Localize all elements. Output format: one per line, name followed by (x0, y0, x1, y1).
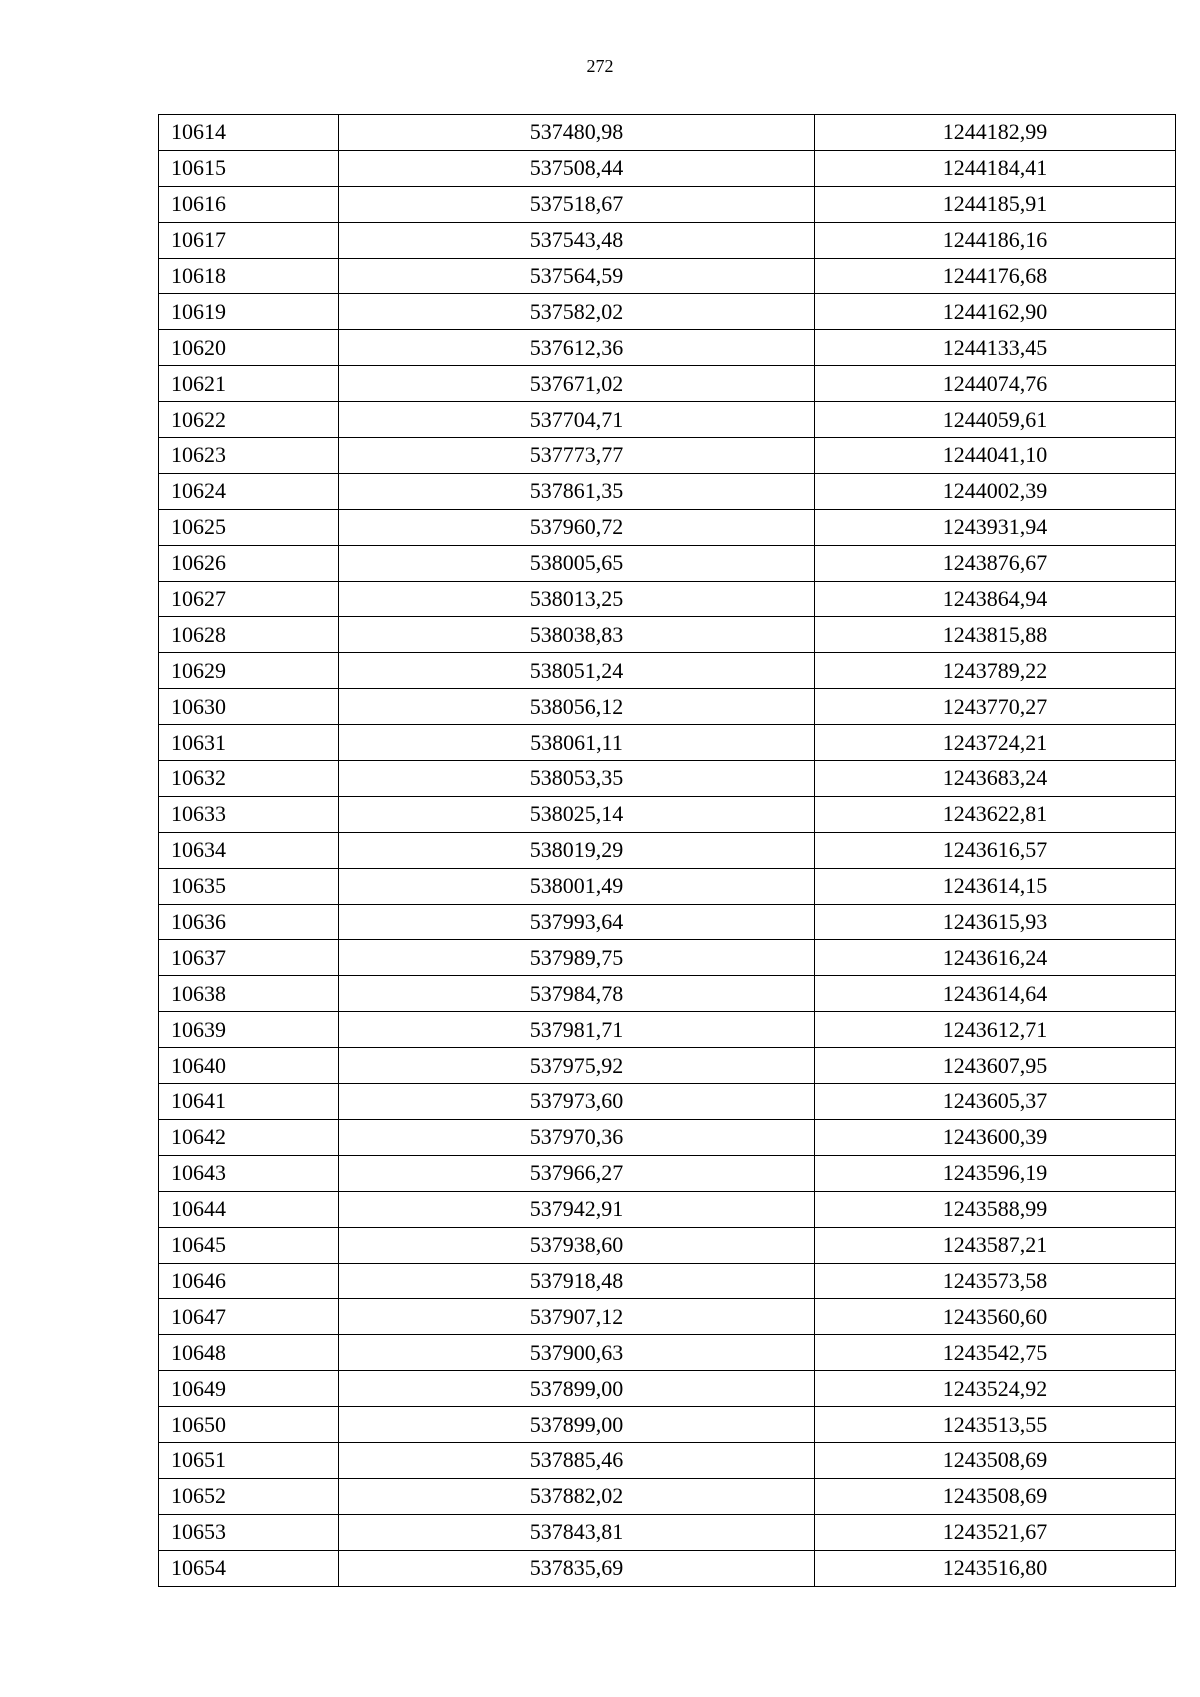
table-row (159, 1514, 1176, 1550)
table-row (159, 1191, 1176, 1227)
y-coordinate-cell: 1243612,71 (815, 1012, 1176, 1048)
coordinates-table-body (159, 115, 1176, 1587)
x-coordinate-cell: 537704,71 (339, 402, 815, 438)
x-coordinate-cell: 537899,00 (339, 1407, 815, 1443)
point-number-cell: 10636 (159, 904, 339, 940)
table-row (159, 330, 1176, 366)
table-row (159, 222, 1176, 258)
point-number-cell: 10615 (159, 150, 339, 186)
point-number-cell: 10643 (159, 1155, 339, 1191)
y-coordinate-cell: 1243616,57 (815, 832, 1176, 868)
x-coordinate-cell: 537973,60 (339, 1084, 815, 1120)
y-coordinate-cell: 1244002,39 (815, 473, 1176, 509)
point-number-cell: 10631 (159, 725, 339, 761)
point-number-cell: 10619 (159, 294, 339, 330)
table-row (159, 366, 1176, 402)
y-coordinate-cell: 1243513,55 (815, 1407, 1176, 1443)
point-number-cell: 10650 (159, 1407, 339, 1443)
x-coordinate-cell: 537975,92 (339, 1048, 815, 1084)
x-coordinate-cell: 537970,36 (339, 1119, 815, 1155)
x-coordinate-cell: 537612,36 (339, 330, 815, 366)
x-coordinate-cell: 537981,71 (339, 1012, 815, 1048)
table-row (159, 832, 1176, 868)
y-coordinate-cell: 1243864,94 (815, 581, 1176, 617)
point-number-cell: 10621 (159, 366, 339, 402)
y-coordinate-cell: 1244162,90 (815, 294, 1176, 330)
table-row (159, 1227, 1176, 1263)
point-number-cell: 10614 (159, 115, 339, 151)
x-coordinate-cell: 538019,29 (339, 832, 815, 868)
table-row (159, 1299, 1176, 1335)
point-number-cell: 10620 (159, 330, 339, 366)
y-coordinate-cell: 1243573,58 (815, 1263, 1176, 1299)
point-number-cell: 10627 (159, 581, 339, 617)
y-coordinate-cell: 1243614,64 (815, 976, 1176, 1012)
table-row (159, 1371, 1176, 1407)
point-number-cell: 10649 (159, 1371, 339, 1407)
y-coordinate-cell: 1243560,60 (815, 1299, 1176, 1335)
y-coordinate-cell: 1243516,80 (815, 1550, 1176, 1586)
table-row (159, 402, 1176, 438)
point-number-cell: 10642 (159, 1119, 339, 1155)
y-coordinate-cell: 1244133,45 (815, 330, 1176, 366)
y-coordinate-cell: 1243622,81 (815, 796, 1176, 832)
y-coordinate-cell: 1243616,24 (815, 940, 1176, 976)
x-coordinate-cell: 537942,91 (339, 1191, 815, 1227)
y-coordinate-cell: 1243614,15 (815, 868, 1176, 904)
point-number-cell: 10634 (159, 832, 339, 868)
point-number-cell: 10644 (159, 1191, 339, 1227)
point-number-cell: 10635 (159, 868, 339, 904)
x-coordinate-cell: 538005,65 (339, 545, 815, 581)
y-coordinate-cell: 1243508,69 (815, 1442, 1176, 1478)
table-row (159, 473, 1176, 509)
table-row (159, 1263, 1176, 1299)
page-number: 272 (586, 56, 614, 76)
point-number-cell: 10623 (159, 438, 339, 474)
point-number-cell: 10653 (159, 1514, 339, 1550)
table-row (159, 545, 1176, 581)
y-coordinate-cell: 1243931,94 (815, 509, 1176, 545)
x-coordinate-cell: 537843,81 (339, 1514, 815, 1550)
y-coordinate-cell: 1243521,67 (815, 1514, 1176, 1550)
point-number-cell: 10624 (159, 473, 339, 509)
point-number-cell: 10654 (159, 1550, 339, 1586)
x-coordinate-cell: 537773,77 (339, 438, 815, 474)
table-row (159, 1335, 1176, 1371)
y-coordinate-cell: 1243600,39 (815, 1119, 1176, 1155)
table-row (159, 761, 1176, 797)
table-row (159, 1155, 1176, 1191)
y-coordinate-cell: 1243607,95 (815, 1048, 1176, 1084)
y-coordinate-cell: 1244185,91 (815, 186, 1176, 222)
point-number-cell: 10625 (159, 509, 339, 545)
x-coordinate-cell: 537480,98 (339, 115, 815, 151)
table-row (159, 258, 1176, 294)
point-number-cell: 10632 (159, 761, 339, 797)
y-coordinate-cell: 1244186,16 (815, 222, 1176, 258)
table-row (159, 976, 1176, 1012)
point-number-cell: 10646 (159, 1263, 339, 1299)
y-coordinate-cell: 1243789,22 (815, 653, 1176, 689)
point-number-cell: 10618 (159, 258, 339, 294)
table-row (159, 1407, 1176, 1443)
point-number-cell: 10645 (159, 1227, 339, 1263)
table-row (159, 868, 1176, 904)
x-coordinate-cell: 537966,27 (339, 1155, 815, 1191)
table-row (159, 796, 1176, 832)
table-row (159, 904, 1176, 940)
table-row (159, 1084, 1176, 1120)
point-number-cell: 10652 (159, 1478, 339, 1514)
x-coordinate-cell: 537835,69 (339, 1550, 815, 1586)
table-row (159, 438, 1176, 474)
x-coordinate-cell: 537907,12 (339, 1299, 815, 1335)
x-coordinate-cell: 537543,48 (339, 222, 815, 258)
y-coordinate-cell: 1244184,41 (815, 150, 1176, 186)
table-row (159, 617, 1176, 653)
table-row (159, 509, 1176, 545)
y-coordinate-cell: 1243770,27 (815, 689, 1176, 725)
x-coordinate-cell: 538056,12 (339, 689, 815, 725)
x-coordinate-cell: 538001,49 (339, 868, 815, 904)
y-coordinate-cell: 1244176,68 (815, 258, 1176, 294)
point-number-cell: 10648 (159, 1335, 339, 1371)
y-coordinate-cell: 1243508,69 (815, 1478, 1176, 1514)
point-number-cell: 10640 (159, 1048, 339, 1084)
table-row (159, 150, 1176, 186)
x-coordinate-cell: 537518,67 (339, 186, 815, 222)
y-coordinate-cell: 1244182,99 (815, 115, 1176, 151)
point-number-cell: 10616 (159, 186, 339, 222)
y-coordinate-cell: 1243876,67 (815, 545, 1176, 581)
x-coordinate-cell: 538025,14 (339, 796, 815, 832)
point-number-cell: 10622 (159, 402, 339, 438)
x-coordinate-cell: 537899,00 (339, 1371, 815, 1407)
table-row (159, 1048, 1176, 1084)
y-coordinate-cell: 1244074,76 (815, 366, 1176, 402)
x-coordinate-cell: 537960,72 (339, 509, 815, 545)
y-coordinate-cell: 1244041,10 (815, 438, 1176, 474)
table-row (159, 653, 1176, 689)
y-coordinate-cell: 1243683,24 (815, 761, 1176, 797)
point-number-cell: 10629 (159, 653, 339, 689)
x-coordinate-cell: 538051,24 (339, 653, 815, 689)
table-row (159, 689, 1176, 725)
x-coordinate-cell: 538013,25 (339, 581, 815, 617)
y-coordinate-cell: 1243615,93 (815, 904, 1176, 940)
coordinates-table (158, 114, 1176, 1587)
x-coordinate-cell: 537918,48 (339, 1263, 815, 1299)
y-coordinate-cell: 1243524,92 (815, 1371, 1176, 1407)
x-coordinate-cell: 537989,75 (339, 940, 815, 976)
table-row (159, 1550, 1176, 1586)
point-number-cell: 10630 (159, 689, 339, 725)
x-coordinate-cell: 538061,11 (339, 725, 815, 761)
y-coordinate-cell: 1243724,21 (815, 725, 1176, 761)
point-number-cell: 10639 (159, 1012, 339, 1048)
x-coordinate-cell: 537900,63 (339, 1335, 815, 1371)
y-coordinate-cell: 1244059,61 (815, 402, 1176, 438)
y-coordinate-cell: 1243815,88 (815, 617, 1176, 653)
y-coordinate-cell: 1243588,99 (815, 1191, 1176, 1227)
x-coordinate-cell: 537671,02 (339, 366, 815, 402)
x-coordinate-cell: 537885,46 (339, 1442, 815, 1478)
x-coordinate-cell: 537508,44 (339, 150, 815, 186)
x-coordinate-cell: 537861,35 (339, 473, 815, 509)
y-coordinate-cell: 1243596,19 (815, 1155, 1176, 1191)
point-number-cell: 10617 (159, 222, 339, 258)
point-number-cell: 10637 (159, 940, 339, 976)
table-row (159, 186, 1176, 222)
point-number-cell: 10638 (159, 976, 339, 1012)
x-coordinate-cell: 537882,02 (339, 1478, 815, 1514)
table-row (159, 294, 1176, 330)
table-row (159, 1442, 1176, 1478)
y-coordinate-cell: 1243542,75 (815, 1335, 1176, 1371)
x-coordinate-cell: 538038,83 (339, 617, 815, 653)
table-row (159, 1012, 1176, 1048)
point-number-cell: 10633 (159, 796, 339, 832)
table-row (159, 1478, 1176, 1514)
point-number-cell: 10651 (159, 1442, 339, 1478)
x-coordinate-cell: 537582,02 (339, 294, 815, 330)
table-row (159, 725, 1176, 761)
x-coordinate-cell: 537938,60 (339, 1227, 815, 1263)
x-coordinate-cell: 537984,78 (339, 976, 815, 1012)
table-row (159, 115, 1176, 151)
table-row (159, 940, 1176, 976)
point-number-cell: 10647 (159, 1299, 339, 1335)
point-number-cell: 10628 (159, 617, 339, 653)
table-row (159, 1119, 1176, 1155)
x-coordinate-cell: 538053,35 (339, 761, 815, 797)
table-row (159, 581, 1176, 617)
y-coordinate-cell: 1243605,37 (815, 1084, 1176, 1120)
x-coordinate-cell: 537564,59 (339, 258, 815, 294)
x-coordinate-cell: 537993,64 (339, 904, 815, 940)
point-number-cell: 10626 (159, 545, 339, 581)
y-coordinate-cell: 1243587,21 (815, 1227, 1176, 1263)
point-number-cell: 10641 (159, 1084, 339, 1120)
